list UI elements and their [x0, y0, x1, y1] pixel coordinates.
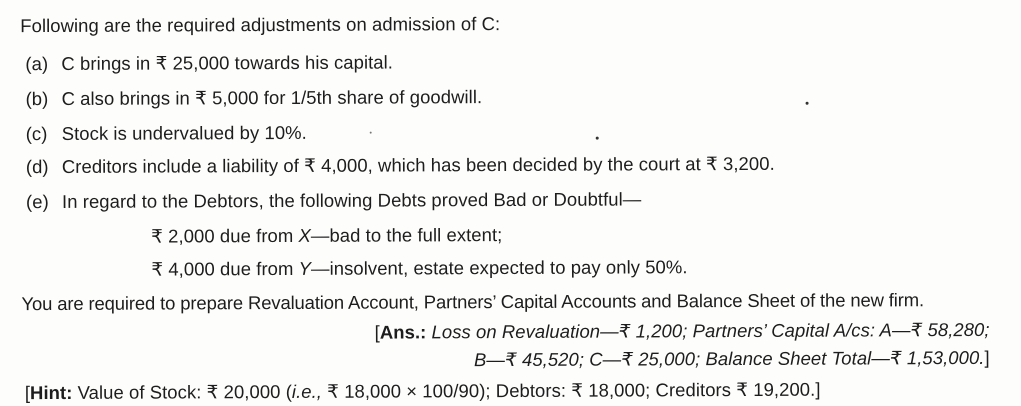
- answer-close-bracket: ]: [984, 346, 990, 368]
- hint-text-2: ₹ 18,000 × 100/90); Debtors: ₹ 18,000; Creditors ₹ 19,200.: [321, 378, 816, 402]
- answer-open-bracket: [: [374, 321, 380, 343]
- intro-line: [20, 12, 500, 38]
- hint-label: Hint:: [29, 381, 73, 404]
- print-speck: [806, 102, 809, 105]
- hint-open-bracket: [: [24, 382, 31, 404]
- adjustment-marker: (c): [25, 123, 48, 145]
- debt-amount: ₹ 2,000 due from: [151, 224, 299, 247]
- adjustment-c: [26, 121, 307, 146]
- adjustment-a: [25, 51, 393, 77]
- hint-text-1: Value of Stock: ₹ 20,000 (: [72, 380, 292, 403]
- adjustment-marker: (a): [25, 53, 49, 75]
- debt-line-x: [151, 223, 502, 249]
- debt-detail: —bad to the full extent;: [310, 224, 503, 246]
- adjustment-text: Stock is undervalued by 10%.: [61, 121, 307, 144]
- hint-ie: i.e.,: [291, 380, 323, 402]
- print-speck: [596, 137, 599, 140]
- debt-line-y: [151, 255, 687, 281]
- adjustment-text: C also brings in ₹ 5,000 for 1/5th share of goodwill.: [61, 86, 483, 109]
- debt-amount: ₹ 4,000 due from: [151, 257, 299, 280]
- answer-text-2: B—₹ 45,520; C—₹ 25,000; Balance Sheet Total—₹ 1,53,000.: [473, 346, 985, 371]
- debtor-name: Y: [298, 257, 312, 279]
- hint-line: [25, 378, 821, 405]
- hint-close-bracket: ]: [815, 378, 821, 400]
- answer-label: Ans.:: [379, 321, 427, 343]
- answer-text-1: Loss on Revaluation—₹ 1,200; Partners’ Capital A/cs: A—₹ 58,280;: [426, 318, 990, 343]
- answer-line-2: [474, 346, 990, 372]
- adjustment-marker: (b): [25, 88, 49, 110]
- adjustment-text: C brings in ₹ 25,000 towards his capital.: [61, 51, 394, 74]
- intro-text: Following are the required adjustments on admission of C:: [20, 13, 501, 37]
- adjustment-b: [25, 85, 482, 111]
- adjustment-d: [26, 152, 775, 179]
- adjustment-marker: (e): [25, 191, 49, 213]
- adjustment-e: [26, 187, 641, 214]
- debt-detail: —insolvent, estate expected to pay only 50%.: [310, 256, 688, 279]
- debtor-name: X: [298, 224, 311, 246]
- answer-line-1: [375, 318, 990, 345]
- print-speck: [370, 132, 372, 134]
- requirement-text: You are required to prepare Revaluation Account, Partners’ Capital Accounts and Balance Sheet of the new firm.: [21, 289, 925, 315]
- requirement-line: [21, 288, 924, 316]
- adjustment-text: In regard to the Debtors, the following Debts proved Bad or Doubtful—: [61, 188, 642, 212]
- adjustment-text: Creditors include a liability of ₹ 4,000, which has been decided by the court at ₹ 3,200.: [61, 152, 775, 177]
- adjustment-marker: (d): [25, 156, 49, 178]
